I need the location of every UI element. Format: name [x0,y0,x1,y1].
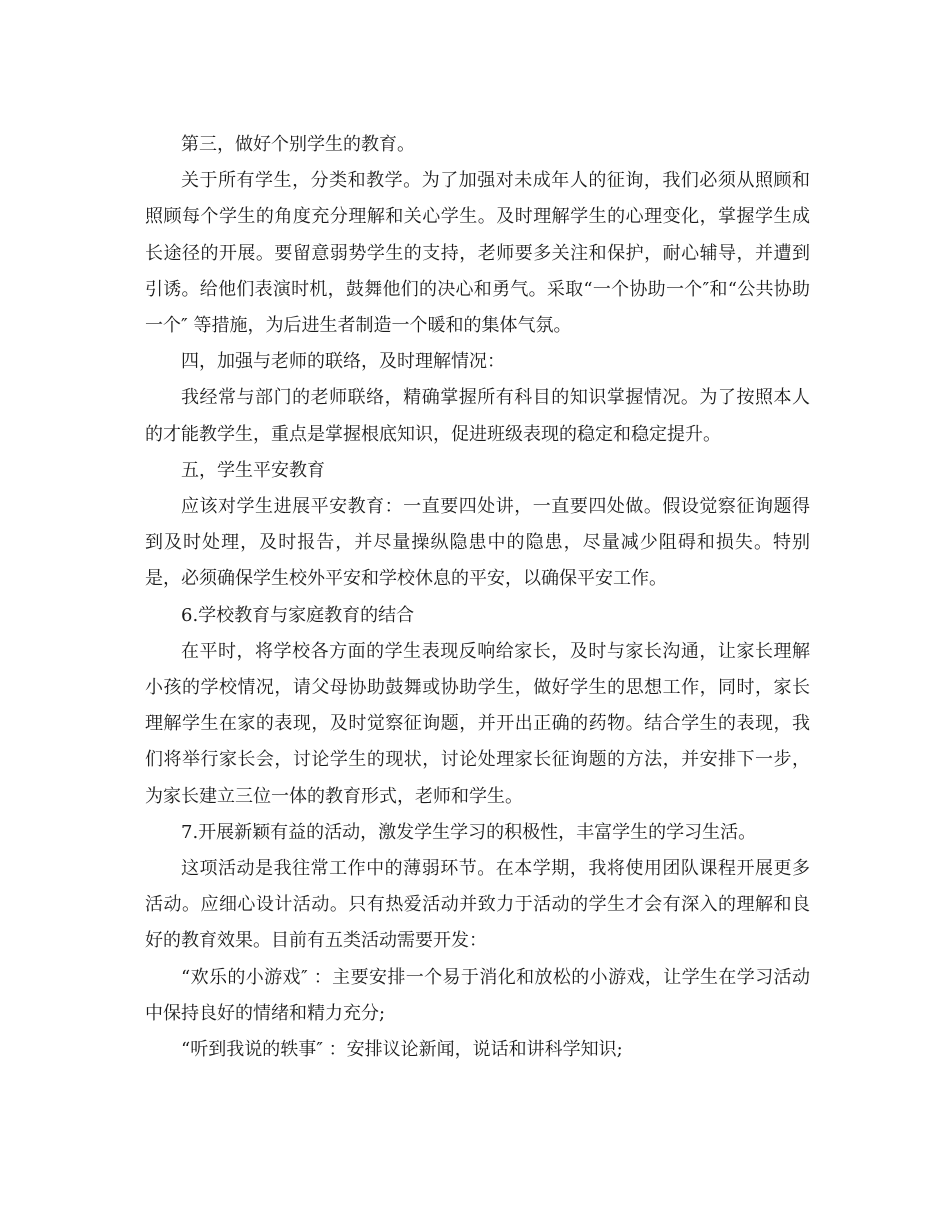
paragraph-activity-anecdotes: “听到我说的轶事″ ：安排议论新闻，说话和讲科学知识; [181,1039,623,1061]
paragraph-heading-6: 6.学校教育与家庭教育的结合 [181,604,415,626]
paragraph-activity-games: “欢乐的小游戏″ ：主要安排一个易于消化和放松的小游戏，让学生在学习活动中保持良好的情绪和精力充分; [145,966,810,1024]
paragraph-heading-5: 五，学生平安教育 [181,459,325,481]
document-body [145,127,810,1068]
paragraph-heading-3: 第三，做好个别学生的教育。 [181,134,415,155]
paragraph-teacher-contact: 我经常与部门的老师联络，精确掌握所有科目的知识掌握情况。为了按照本人的才能教学生，重点是掌握根底知识，促进班级表现的稳定和稳定提升。 [145,387,810,445]
paragraph-heading-7: 7.开展新颖有益的活动，激发学生学习的积极性，丰富学生的学习生活。 [181,821,757,843]
paragraph-activities: 这项活动是我往常工作中的薄弱环节。在本学期，我将使用团队课程开展更多活动。应细心设计活动。只有热爱活动并致力于活动的学生才会有深入的理解和良好的教育效果。目前有五类活动需要开发： [145,858,810,952]
paragraph-heading-4: 四，加强与老师的联络，及时理解情况： [181,351,505,373]
paragraph-safety-education: 应该对学生进展平安教育：一直要四处讲，一直要四处做。假设觉察征询题得到及时处理，及时报告，并尽量操纵隐患中的隐患，尽量减少阻碍和损失。特别是，必须确保学生校外平安和学校休息的平安，以确保平安工作。 [145,496,810,590]
paragraph-family-education: 在平时，将学校各方面的学生表现反响给家长，及时与家长沟通，让家长理解小孩的学校情况，请父母协助鼓舞或协助学生，做好学生的思想工作，同时，家长理解学生在家的表现，及时觉察征询题，并开出正确的药物。结合学生的表现，我们将举行家长会，讨论学生的现状，讨论处理家长征询题的方法，并安排下一步，为家长建立三位一体的教育形式，老师和学生。 [145,640,810,807]
paragraph-individual-education: 关于所有学生，分类和教学。为了加强对未成年人的征询，我们必须从照顾和照顾每个学生的角度充分理解和关心学生。及时理解学生的心理变化，掌握学生成长途径的开展。要留意弱势学生的支持，老师要多关注和保护，耐心辅导，并遭到引诱。给他们表演时机，鼓舞他们的决心和勇气。采取“一个协助一个″和“公共协助一个″ 等措施，为后进生者制造一个暖和的集体气氛。 [145,170,810,337]
